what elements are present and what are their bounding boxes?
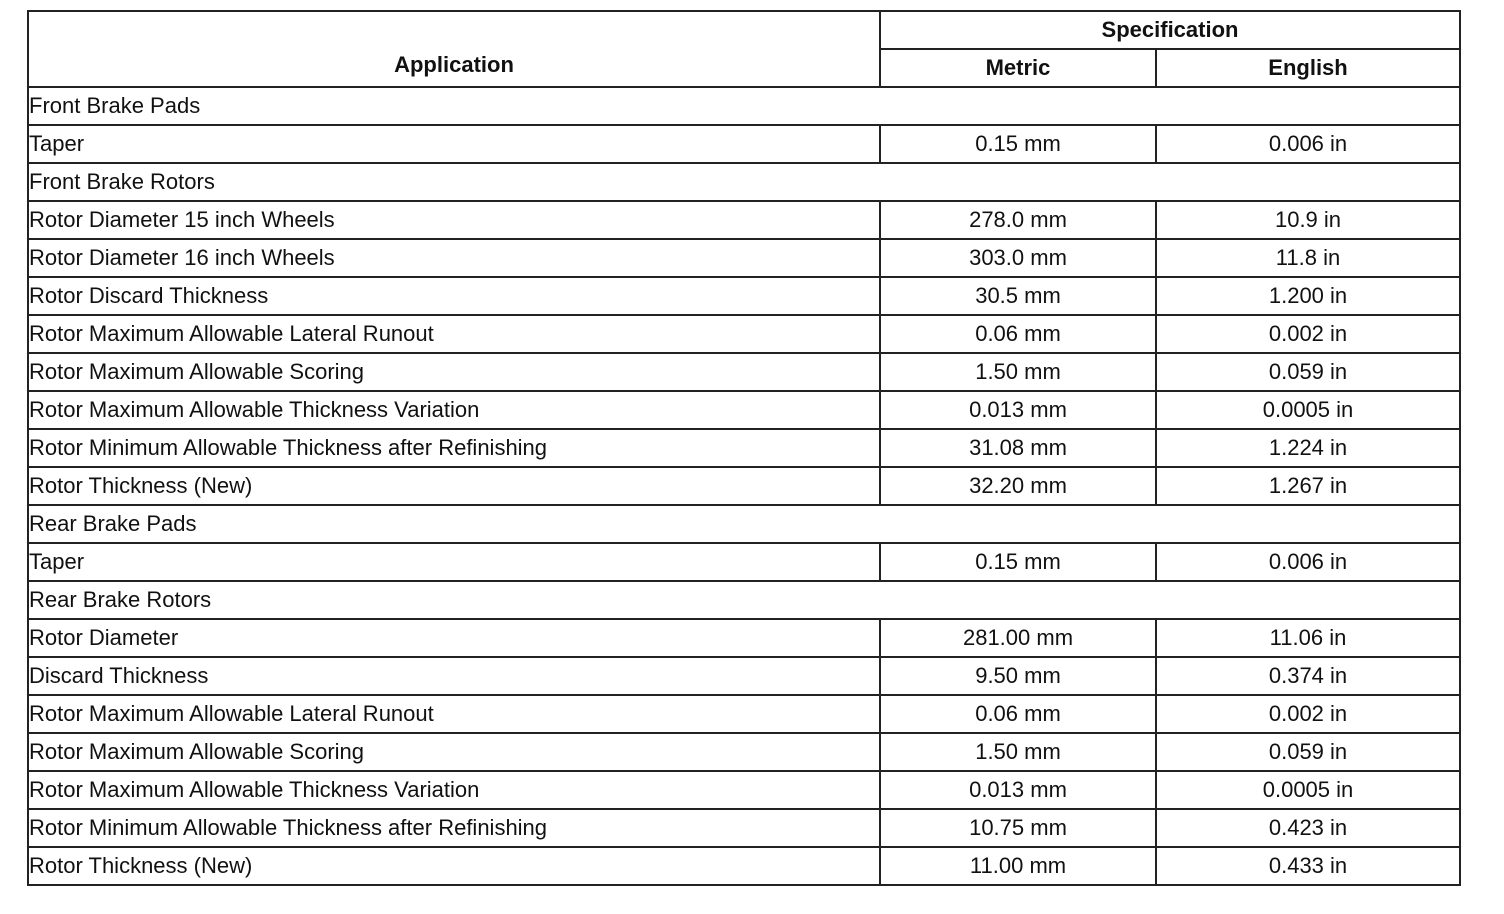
section-row — [28, 163, 1460, 201]
table-row — [28, 657, 1460, 695]
english-cell: 11.06 in — [1156, 619, 1460, 657]
specification-header: Specification — [880, 11, 1460, 49]
section-title: Rear Brake Rotors — [28, 581, 1460, 619]
table-row — [28, 125, 1460, 163]
application-cell: Taper — [28, 125, 880, 163]
metric-cell: 278.0 mm — [880, 201, 1156, 239]
table-row — [28, 467, 1460, 505]
metric-cell: 303.0 mm — [880, 239, 1156, 277]
metric-cell: 0.15 mm — [880, 125, 1156, 163]
table-row — [28, 847, 1460, 885]
application-cell: Rotor Maximum Allowable Scoring — [28, 733, 880, 771]
english-cell: 0.374 in — [1156, 657, 1460, 695]
application-cell: Rotor Discard Thickness — [28, 277, 880, 315]
application-cell: Rotor Minimum Allowable Thickness after Refinishing — [28, 809, 880, 847]
metric-cell: 10.75 mm — [880, 809, 1156, 847]
english-cell: 0.006 in — [1156, 125, 1460, 163]
english-cell: 1.224 in — [1156, 429, 1460, 467]
table-row — [28, 239, 1460, 277]
metric-cell: 31.08 mm — [880, 429, 1156, 467]
english-cell: 0.0005 in — [1156, 391, 1460, 429]
table-row — [28, 429, 1460, 467]
table-row — [28, 619, 1460, 657]
application-cell: Rotor Maximum Allowable Lateral Runout — [28, 315, 880, 353]
application-cell: Rotor Maximum Allowable Lateral Runout — [28, 695, 880, 733]
table-row — [28, 353, 1460, 391]
section-row — [28, 581, 1460, 619]
metric-cell: 0.013 mm — [880, 391, 1156, 429]
english-cell: 0.006 in — [1156, 543, 1460, 581]
english-cell: 11.8 in — [1156, 239, 1460, 277]
section-row — [28, 505, 1460, 543]
metric-cell: 0.06 mm — [880, 695, 1156, 733]
english-cell: 0.433 in — [1156, 847, 1460, 885]
english-cell: 0.0005 in — [1156, 771, 1460, 809]
application-cell: Rotor Diameter — [28, 619, 880, 657]
application-cell: Rotor Thickness (New) — [28, 847, 880, 885]
english-header: English — [1156, 49, 1460, 87]
application-cell: Rotor Maximum Allowable Scoring — [28, 353, 880, 391]
metric-cell: 11.00 mm — [880, 847, 1156, 885]
application-header: Application — [28, 11, 880, 87]
section-row — [28, 87, 1460, 125]
application-cell: Rotor Maximum Allowable Thickness Variation — [28, 391, 880, 429]
metric-header: Metric — [880, 49, 1156, 87]
english-cell: 0.002 in — [1156, 695, 1460, 733]
application-cell: Rotor Diameter 16 inch Wheels — [28, 239, 880, 277]
metric-cell: 281.00 mm — [880, 619, 1156, 657]
section-title: Front Brake Pads — [28, 87, 1460, 125]
english-cell: 10.9 in — [1156, 201, 1460, 239]
table-row — [28, 733, 1460, 771]
section-title: Front Brake Rotors — [28, 163, 1460, 201]
metric-cell: 0.15 mm — [880, 543, 1156, 581]
english-cell: 0.002 in — [1156, 315, 1460, 353]
brake-specification-table — [27, 10, 1461, 886]
metric-cell: 9.50 mm — [880, 657, 1156, 695]
metric-cell: 30.5 mm — [880, 277, 1156, 315]
metric-cell: 0.06 mm — [880, 315, 1156, 353]
application-cell: Rotor Maximum Allowable Thickness Variation — [28, 771, 880, 809]
table-row — [28, 391, 1460, 429]
table-row — [28, 809, 1460, 847]
application-cell: Discard Thickness — [28, 657, 880, 695]
table-header — [28, 11, 1460, 87]
application-cell: Rotor Diameter 15 inch Wheels — [28, 201, 880, 239]
table-row — [28, 771, 1460, 809]
table-body — [28, 87, 1460, 885]
metric-cell: 1.50 mm — [880, 353, 1156, 391]
metric-cell: 1.50 mm — [880, 733, 1156, 771]
table-row — [28, 695, 1460, 733]
english-cell: 0.059 in — [1156, 353, 1460, 391]
english-cell: 0.059 in — [1156, 733, 1460, 771]
section-title: Rear Brake Pads — [28, 505, 1460, 543]
application-cell: Rotor Thickness (New) — [28, 467, 880, 505]
table-row — [28, 543, 1460, 581]
metric-cell: 32.20 mm — [880, 467, 1156, 505]
english-cell: 1.267 in — [1156, 467, 1460, 505]
table-row — [28, 315, 1460, 353]
application-cell: Taper — [28, 543, 880, 581]
english-cell: 0.423 in — [1156, 809, 1460, 847]
metric-cell: 0.013 mm — [880, 771, 1156, 809]
english-cell: 1.200 in — [1156, 277, 1460, 315]
table-row — [28, 277, 1460, 315]
application-cell: Rotor Minimum Allowable Thickness after Refinishing — [28, 429, 880, 467]
table-row — [28, 201, 1460, 239]
